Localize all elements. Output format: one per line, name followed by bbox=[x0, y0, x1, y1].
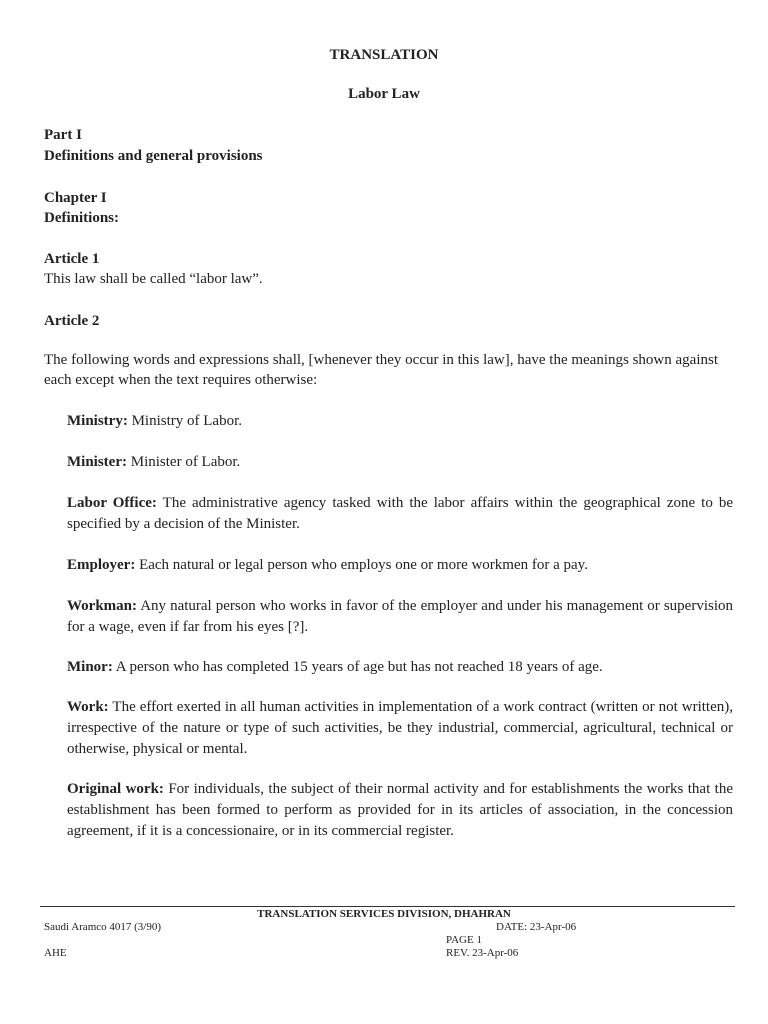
doc-subtitle: Labor Law bbox=[348, 86, 420, 102]
definition-term: Work: bbox=[67, 699, 109, 715]
footer-revision: REV. 23-Apr-06 bbox=[446, 947, 519, 959]
article-2-intro: The following words and expressions shall, [whenever they occur in this law], have the meanings shown against each except when the text requires otherwise: bbox=[44, 352, 719, 388]
definition-term: Minor: bbox=[67, 659, 113, 675]
definition-text: Each natural or legal person who employs one or more workmen for a pay. bbox=[135, 557, 588, 573]
definition-minor bbox=[67, 657, 733, 678]
part-title: Definitions and general provisions bbox=[44, 148, 263, 164]
definition-term: Original work: bbox=[67, 781, 164, 797]
definition-text: The effort exerted in all human activities in implementation of a work contract (written or not written), irrespective of the nature or type of such activities, be they industrial, commercial, agricultural, technical or otherwise, physical or mental. bbox=[67, 699, 733, 757]
definition-minister bbox=[67, 452, 733, 473]
article-1-heading: Article 1 bbox=[44, 251, 100, 267]
definition-text: A person who has completed 15 years of age but has not reached 18 years of age. bbox=[112, 659, 603, 675]
definition-work bbox=[67, 697, 733, 760]
footer-date: DATE: 23-Apr-06 bbox=[496, 921, 577, 933]
chapter-heading: Chapter I bbox=[44, 190, 107, 206]
definition-term: Labor Office: bbox=[67, 495, 157, 511]
article-2-heading: Article 2 bbox=[44, 313, 100, 329]
definition-text: Minister of Labor. bbox=[126, 454, 241, 470]
definition-term: Employer: bbox=[67, 557, 136, 573]
definition-text: Ministry of Labor. bbox=[127, 413, 242, 429]
definition-ministry bbox=[67, 411, 733, 432]
footer-page: PAGE 1 bbox=[446, 934, 482, 946]
definition-term: Workman: bbox=[67, 598, 138, 614]
footer-form-number: Saudi Aramco 4017 (3/90) bbox=[44, 921, 162, 933]
definition-labor-office bbox=[67, 493, 733, 535]
definition-term: Ministry: bbox=[67, 413, 128, 429]
article-1-text: This law shall be called “labor law”. bbox=[44, 271, 263, 287]
definition-employer bbox=[67, 555, 733, 576]
part-heading: Part I bbox=[44, 127, 82, 143]
chapter-title: Definitions: bbox=[44, 210, 119, 226]
footer-divider bbox=[40, 906, 735, 907]
definition-text: Any natural person who works in favor of the employer and under his management or supervision for a wage, even if far from his eyes [?]. bbox=[67, 598, 733, 635]
definition-text: For individuals, the subject of their normal activity and for establishments the works that the establishment has been formed to perform as provided for in its articles of association, in the concession agreement, if it is a concessionaire, or in its commercial register. bbox=[67, 781, 733, 839]
definition-workman bbox=[67, 596, 733, 638]
definition-original-work bbox=[67, 779, 733, 842]
definition-term: Minister: bbox=[67, 454, 127, 470]
definition-text: The administrative agency tasked with the labor affairs within the geographical zone to be specified by a decision of the Minister. bbox=[67, 495, 734, 532]
footer-division: TRANSLATION SERVICES DIVISION, DHAHRAN bbox=[257, 908, 511, 920]
doc-title: TRANSLATION bbox=[329, 47, 439, 63]
footer-initials: AHE bbox=[44, 947, 67, 959]
